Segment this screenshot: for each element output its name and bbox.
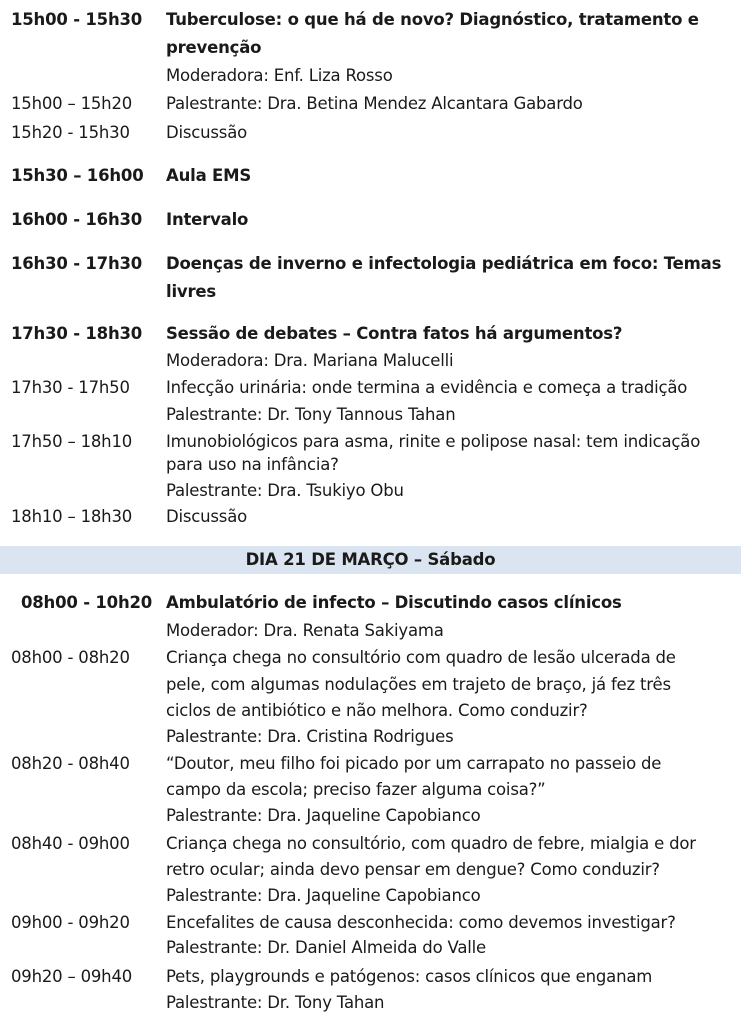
session-title: livres	[166, 282, 217, 301]
talk-title: Infecção urinária: onde termina a evidência e começa a tradição	[166, 378, 688, 397]
talk-title: Encefalites de causa desconhecida: como devemos investigar?	[166, 913, 676, 932]
session-title: Aula EMS	[166, 166, 252, 185]
time-slot: 09h20 – 09h40	[11, 967, 133, 986]
talk-title: para uso na infância?	[166, 455, 339, 474]
talk-title: Discussão	[166, 123, 248, 142]
session-title: Intervalo	[166, 210, 249, 229]
time-slot: 08h00 - 10h20	[21, 593, 153, 612]
time-slot: 15h00 - 15h30	[11, 10, 143, 29]
speaker: Palestrante: Dra. Betina Mendez Alcantara Gabardo	[166, 94, 583, 113]
time-slot: 15h20 - 15h30	[11, 123, 130, 142]
talk-title: Criança chega no consultório, com quadro de febre, mialgia e dor	[166, 834, 696, 853]
time-slot: 15h00 – 15h20	[11, 94, 133, 113]
moderator: Moderador: Dra. Renata Sakiyama	[166, 621, 444, 640]
day-header: DIA 21 DE MARÇO – Sábado	[245, 550, 496, 569]
speaker: Palestrante: Dra. Tsukiyo Obu	[166, 481, 404, 500]
time-slot: 09h00 - 09h20	[11, 913, 130, 932]
time-slot: 15h30 – 16h00	[11, 166, 144, 185]
talk-title: “Doutor, meu filho foi picado por um carrapato no passeio de	[166, 754, 662, 773]
talk-title: ciclos de antibiótico e não melhora. Como conduzir?	[166, 701, 588, 720]
speaker: Palestrante: Dr. Daniel Almeida do Valle	[166, 938, 486, 957]
time-slot: 17h50 – 18h10	[11, 432, 133, 451]
time-slot: 18h10 – 18h30	[11, 507, 133, 526]
time-slot: 16h30 - 17h30	[11, 254, 143, 273]
moderator: Moderadora: Dra. Mariana Malucelli	[166, 351, 454, 370]
session-title: Doenças de inverno e infectologia pediátrica em foco: Temas	[166, 254, 722, 273]
talk-title: Discussão	[166, 507, 248, 526]
talk-title: campo da escola; preciso fazer alguma coisa?”	[166, 780, 546, 799]
time-slot: 17h30 - 18h30	[11, 324, 143, 343]
talk-title: Imunobiológicos para asma, rinite e polipose nasal: tem indicação	[166, 432, 701, 451]
session-title: Ambulatório de infecto – Discutindo casos clínicos	[166, 593, 622, 612]
session-title: Tuberculose: o que há de novo? Diagnóstico, tratamento e	[166, 10, 699, 29]
speaker: Palestrante: Dra. Jaqueline Capobianco	[166, 806, 481, 825]
talk-title: Criança chega no consultório com quadro de lesão ulcerada de	[166, 648, 676, 667]
time-slot: 08h20 - 08h40	[11, 754, 130, 773]
time-slot: 16h00 - 16h30	[11, 210, 143, 229]
talk-title: retro ocular; ainda devo pensar em dengue? Como conduzir?	[166, 860, 660, 879]
time-slot: 17h30 - 17h50	[11, 378, 130, 397]
speaker: Palestrante: Dr. Tony Tahan	[166, 993, 385, 1012]
session-title: Sessão de debates – Contra fatos há argumentos?	[166, 324, 623, 343]
talk-title: Pets, playgrounds e patógenos: casos clínicos que enganam	[166, 967, 653, 986]
time-slot: 08h00 - 08h20	[11, 648, 130, 667]
speaker: Palestrante: Dra. Cristina Rodrigues	[166, 727, 454, 746]
speaker: Palestrante: Dra. Jaqueline Capobianco	[166, 886, 481, 905]
moderator: Moderadora: Enf. Liza Rosso	[166, 66, 393, 85]
speaker: Palestrante: Dr. Tony Tannous Tahan	[166, 405, 456, 424]
talk-title: pele, com algumas nodulações em trajeto de braço, já fez três	[166, 675, 671, 694]
session-title: prevenção	[166, 38, 262, 57]
time-slot: 08h40 - 09h00	[11, 834, 130, 853]
